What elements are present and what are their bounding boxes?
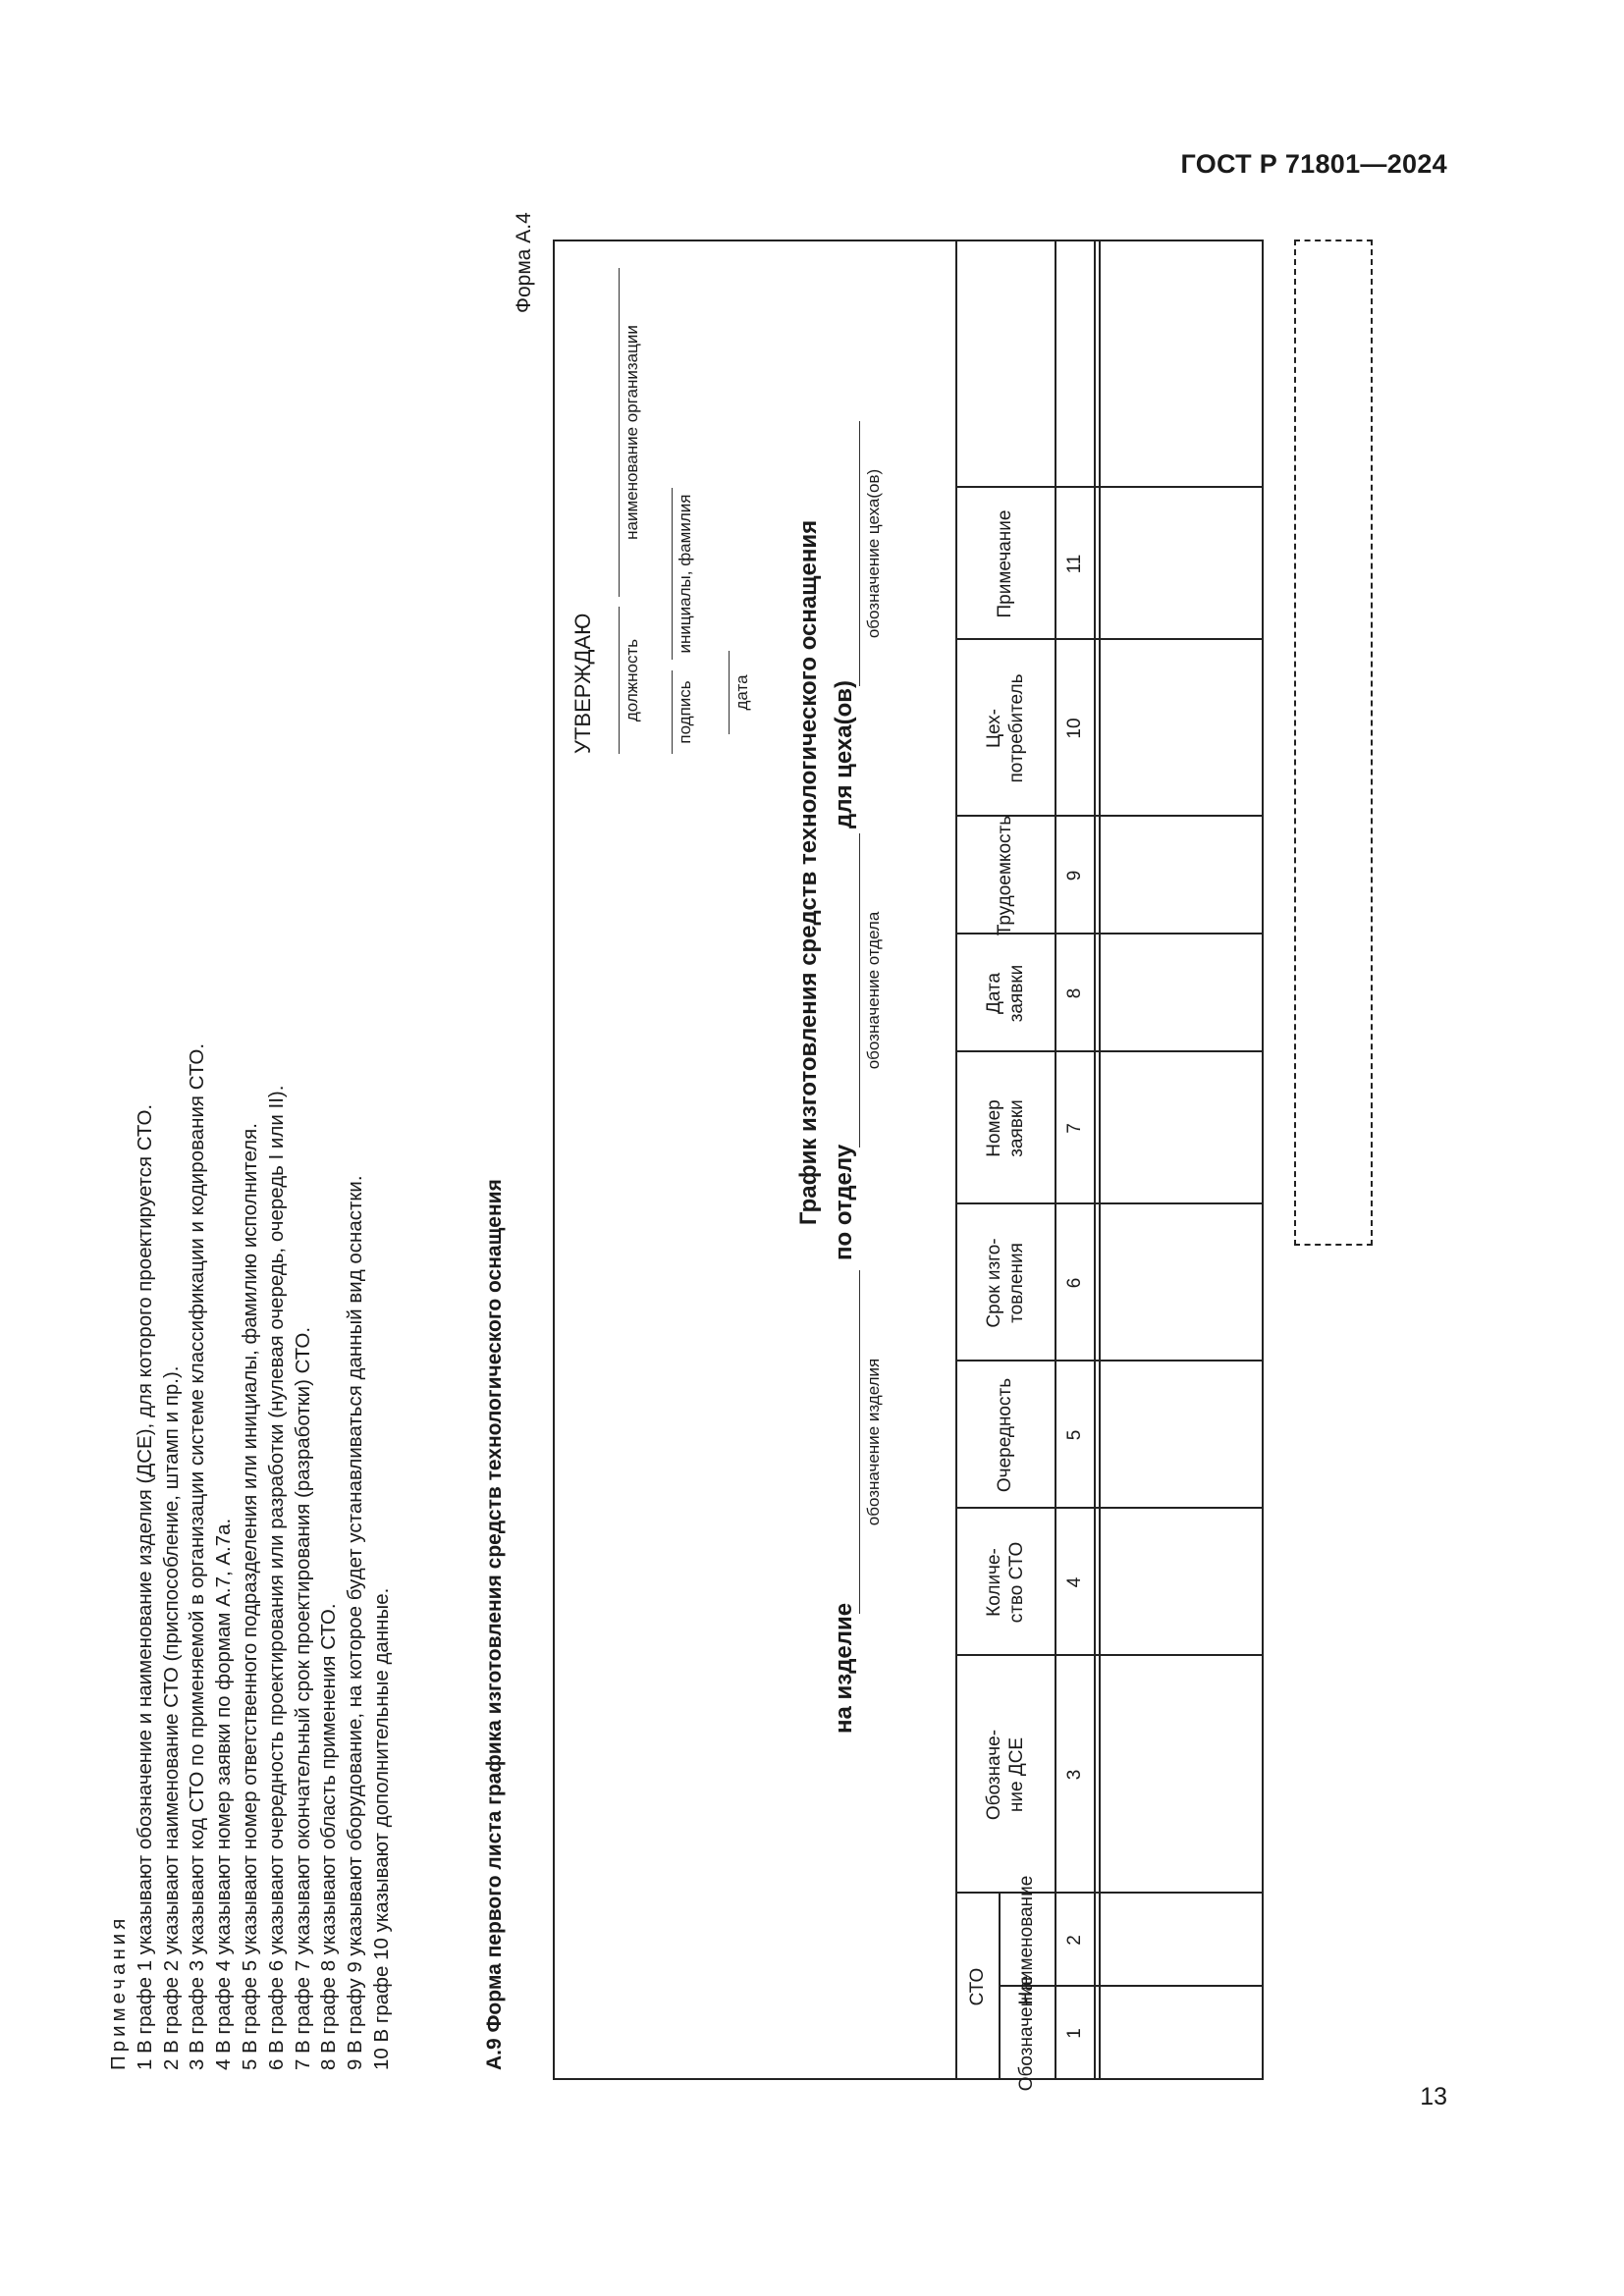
col-header: Дата заявки — [983, 964, 1027, 1023]
workshop-caption: обозначение цеха(ов) — [864, 468, 883, 639]
approval-title: УТВЕРЖДАЮ — [570, 613, 595, 754]
date-line — [729, 651, 730, 734]
col-header: Очередность — [995, 1377, 1015, 1493]
col-number: 7 — [1063, 1123, 1085, 1134]
for-workshop-label: для цеха(ов) — [831, 679, 857, 828]
col-header: Обозначение — [1016, 1975, 1037, 2092]
organization-caption: наименование организации — [623, 325, 641, 540]
number-row-line — [1094, 240, 1096, 2080]
schedule-table — [955, 240, 1264, 2092]
sto-group-header: СТО — [966, 1967, 988, 2006]
schedule-title: График изготовления средств технологического оснащения — [795, 519, 822, 1226]
col-header: Номер заявки — [983, 1099, 1027, 1157]
initials-line — [672, 488, 673, 660]
notes-title: Примечания — [107, 1914, 130, 2070]
col-header: Наименование — [1016, 1875, 1037, 2005]
number-row-double-line — [1099, 240, 1101, 2080]
for-item-label: на изделие — [831, 1602, 857, 1734]
col-number: 8 — [1063, 988, 1085, 999]
col-number: 2 — [1063, 1935, 1085, 1946]
note-item: 7 В графе 7 указывают окончательный срок проектирования (разработки) СТО. — [291, 1326, 314, 2070]
col-header: Обозначе- ние ДСЕ — [983, 1729, 1027, 1821]
form-label: Форма А.4 — [513, 212, 535, 313]
note-item: 2 В графе 2 указывают наименование СТО (приспособление, штамп и пр.). — [159, 1365, 183, 2070]
department-caption: обозначение отдела — [864, 911, 883, 1070]
position-caption: должность — [623, 638, 641, 722]
col-number: 4 — [1063, 1576, 1085, 1588]
note-item: 9 В графу 9 указывают оборудование, на которое будет устанавливаться данный вид оснастки. — [344, 1175, 367, 2070]
date-caption: дата — [732, 674, 751, 711]
note-item: 10 В графе 10 указывают дополнительные данные. — [369, 1587, 393, 2070]
initials-caption: инициалы, фамилия — [676, 494, 694, 654]
col-header: Количе- ство СТО — [983, 1541, 1027, 1624]
item-caption: обозначение изделия — [864, 1358, 883, 1526]
col-number: 6 — [1063, 1277, 1085, 1289]
item-fill-line — [859, 1270, 860, 1614]
signature-caption: подпись — [676, 680, 694, 744]
col-header: Трудоемкость — [995, 815, 1015, 936]
standard-code: ГОСТ Р 71801—2024 — [1180, 149, 1447, 179]
note-item: 4 В графе 4 указывают номер заявки по формам А.7, А.7а. — [212, 1518, 236, 2070]
signature-line — [672, 670, 673, 754]
by-department-label: по отделу — [831, 1144, 857, 1260]
workshop-fill-line — [859, 421, 860, 686]
position-line — [619, 607, 620, 754]
col-number: 9 — [1063, 870, 1085, 881]
col-number: 5 — [1063, 1429, 1085, 1441]
notes-block — [106, 1043, 396, 2070]
col-header: Срок изго- товления — [983, 1238, 1027, 1328]
col-number: 1 — [1063, 2028, 1085, 2039]
col-header: Примечание — [995, 509, 1015, 618]
note-item: 3 В графе 3 указывают код СТО по применяемой в организации системе классификации и кодирования СТО. — [186, 1042, 209, 2070]
col-header: Цех- потребитель — [983, 673, 1027, 783]
col-number: 10 — [1063, 718, 1085, 739]
col-number: 11 — [1063, 554, 1085, 574]
section-heading: А.9 Форма первого листа графика изготовления средств технологического оснащения — [483, 1179, 506, 2070]
note-item: 6 В графе 6 указывают очередность проектирования или разработки (нулевая очередь, очередь I или II). — [264, 1085, 288, 2070]
continuation-dashed-box — [1294, 240, 1373, 1246]
col-number: 3 — [1063, 1769, 1085, 1781]
note-item: 5 В графе 5 указывают номер ответственного подразделения или инициалы, фамилию исполнителя. — [238, 1123, 261, 2070]
note-item: 8 В графе 8 указывают область применения СТО. — [317, 1603, 341, 2070]
department-fill-line — [859, 833, 860, 1148]
page-number: 13 — [1420, 2083, 1447, 2110]
organization-line — [619, 268, 620, 597]
note-item: 1 В графе 1 указывают обозначение и наименование изделия (ДСЕ), для которого проектируется СТО. — [133, 1103, 156, 2070]
